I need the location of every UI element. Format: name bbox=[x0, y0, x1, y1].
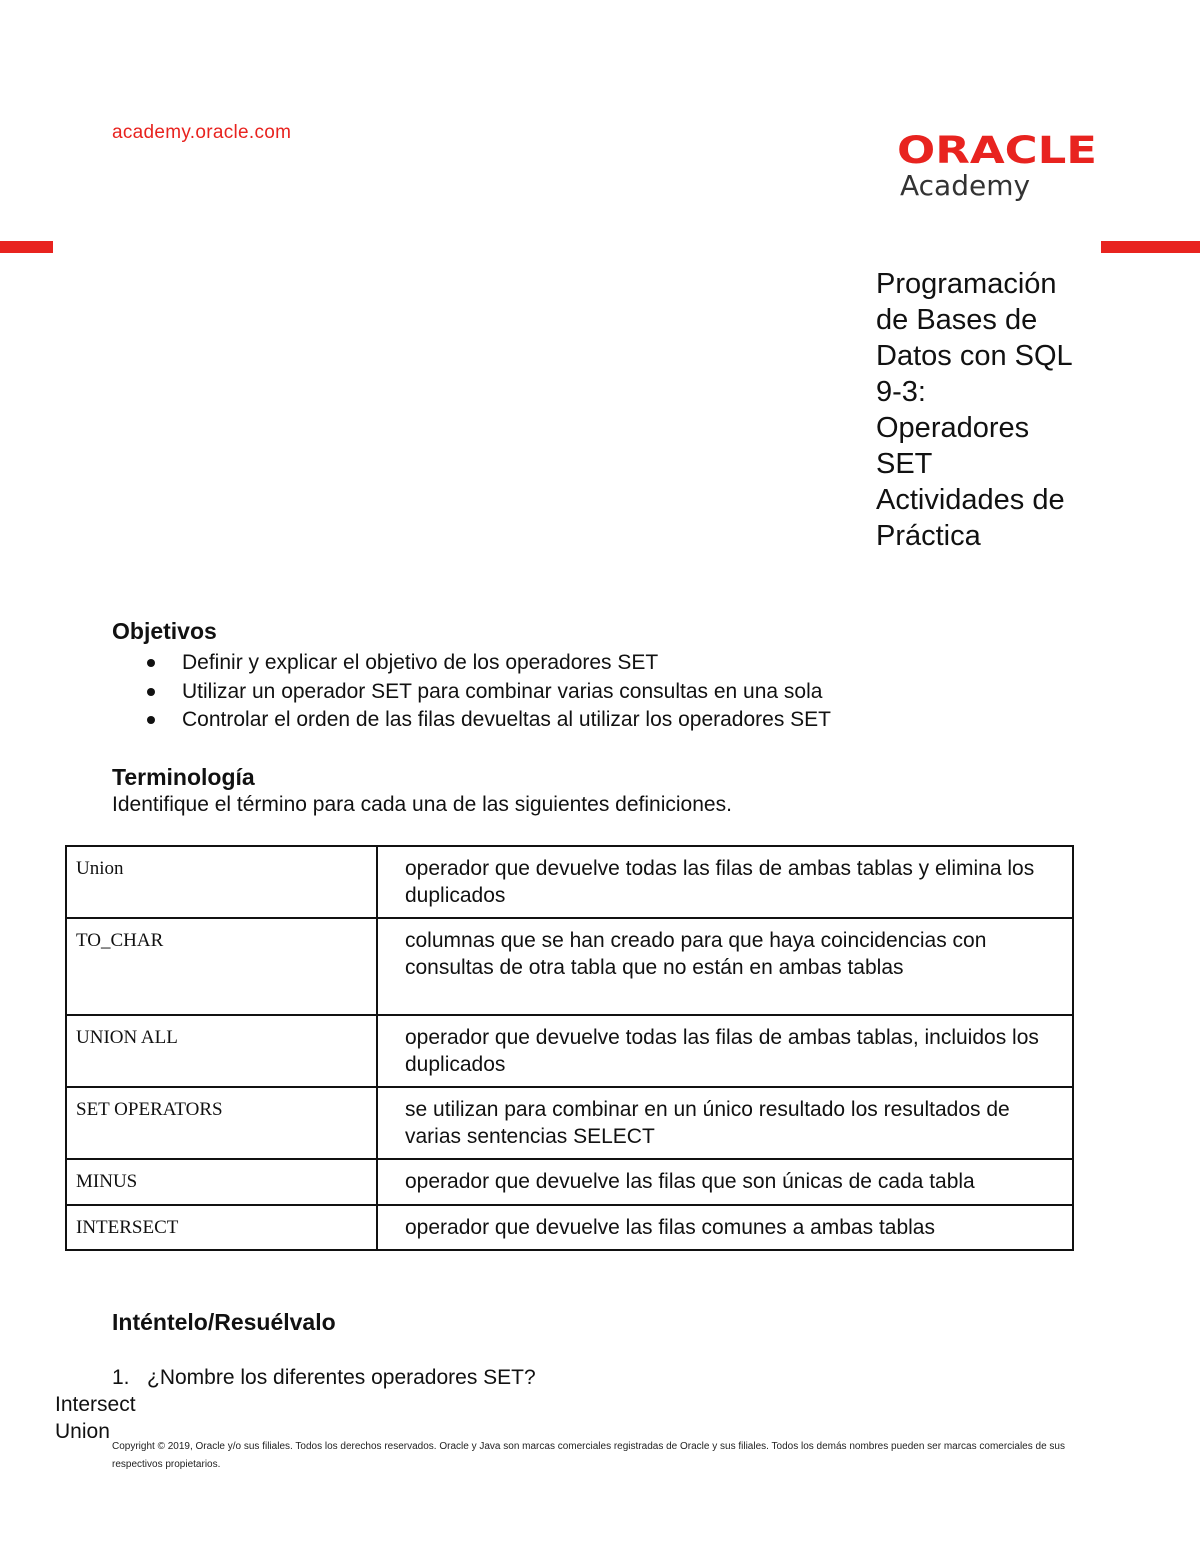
title-line: de Bases de bbox=[876, 304, 1038, 336]
term-cell: TO_CHAR bbox=[66, 918, 377, 1015]
definition-cell: operador que devuelve todas las filas de ambas tablas y elimina los duplicados bbox=[377, 846, 1073, 918]
title-line: Actividades de bbox=[876, 484, 1065, 516]
definition-cell: operador que devuelve las filas comunes a ambas tablas bbox=[377, 1205, 1073, 1251]
terminology-intro: Identifique el término para cada una de las siguientes definiciones. bbox=[112, 793, 732, 816]
title-line: Operadores bbox=[876, 412, 1030, 444]
table-row bbox=[66, 1015, 1073, 1087]
try-it-heading: Inténtelo/Resuélvalo bbox=[112, 1309, 336, 1335]
title-line: Datos con SQL bbox=[876, 340, 1073, 372]
definition-cell: operador que devuelve todas las filas de ambas tablas, incluidos los duplicados bbox=[377, 1015, 1073, 1087]
document-title bbox=[876, 266, 1116, 554]
table-row bbox=[66, 918, 1073, 1015]
term-cell: Union bbox=[66, 846, 377, 918]
oracle-logo-wordmark bbox=[897, 133, 1103, 167]
term-cell: UNION ALL bbox=[66, 1015, 377, 1087]
logo-subtitle: Academy bbox=[900, 169, 1031, 202]
svg-text:ORACLE: ORACLE bbox=[897, 133, 1097, 167]
question-text: ¿Nombre los diferentes operadores SET? bbox=[147, 1366, 536, 1389]
question-1 bbox=[112, 1366, 536, 1390]
objectives-heading: Objetivos bbox=[112, 618, 217, 644]
term-cell: INTERSECT bbox=[66, 1205, 377, 1251]
academy-url[interactable]: academy.oracle.com bbox=[112, 122, 292, 143]
title-line: Programación bbox=[876, 268, 1057, 300]
definition-cell: columnas que se han creado para que haya coincidencias con consultas de otra tabla que no están en ambas tablas bbox=[377, 918, 1073, 1015]
table-row bbox=[66, 1205, 1073, 1251]
terminology-heading: Terminología bbox=[112, 764, 255, 790]
objective-item: Controlar el orden de las filas devueltas al utilizar los operadores SET bbox=[145, 706, 831, 735]
question-number: 1. bbox=[112, 1366, 130, 1389]
oracle-academy-logo bbox=[897, 133, 1107, 202]
objective-item: Utilizar un operador SET para combinar varias consultas en una sola bbox=[145, 678, 831, 707]
table-row bbox=[66, 846, 1073, 918]
red-accent-bar-right bbox=[1101, 241, 1200, 253]
answer-line[interactable]: Intersect bbox=[55, 1393, 136, 1416]
title-line: Práctica bbox=[876, 520, 981, 552]
objective-item: Definir y explicar el objetivo de los operadores SET bbox=[145, 649, 831, 678]
definition-cell: operador que devuelve las filas que son únicas de cada tabla bbox=[377, 1159, 1073, 1205]
title-line: 9-3: bbox=[876, 376, 926, 408]
term-cell: MINUS bbox=[66, 1159, 377, 1205]
title-line: SET bbox=[876, 448, 933, 480]
answer-line[interactable]: Union bbox=[55, 1420, 110, 1443]
table-row bbox=[66, 1159, 1073, 1205]
terminology-table bbox=[65, 845, 1074, 1251]
table-row bbox=[66, 1087, 1073, 1159]
copyright-footer: Copyright © 2019, Oracle y/o sus filiales. Todos los derechos reservados. Oracle y Java son marcas comerciales registradas de Oracle y sus filiales. Todos los demás nombres pueden ser marcas comerciales de sus respectivos propietarios. bbox=[112, 1441, 1065, 1470]
red-accent-bar-left bbox=[0, 241, 53, 253]
objectives-list bbox=[145, 649, 831, 735]
definition-cell: se utilizan para combinar en un único resultado los resultados de varias sentencias SELECT bbox=[377, 1087, 1073, 1159]
term-cell: SET OPERATORS bbox=[66, 1087, 377, 1159]
